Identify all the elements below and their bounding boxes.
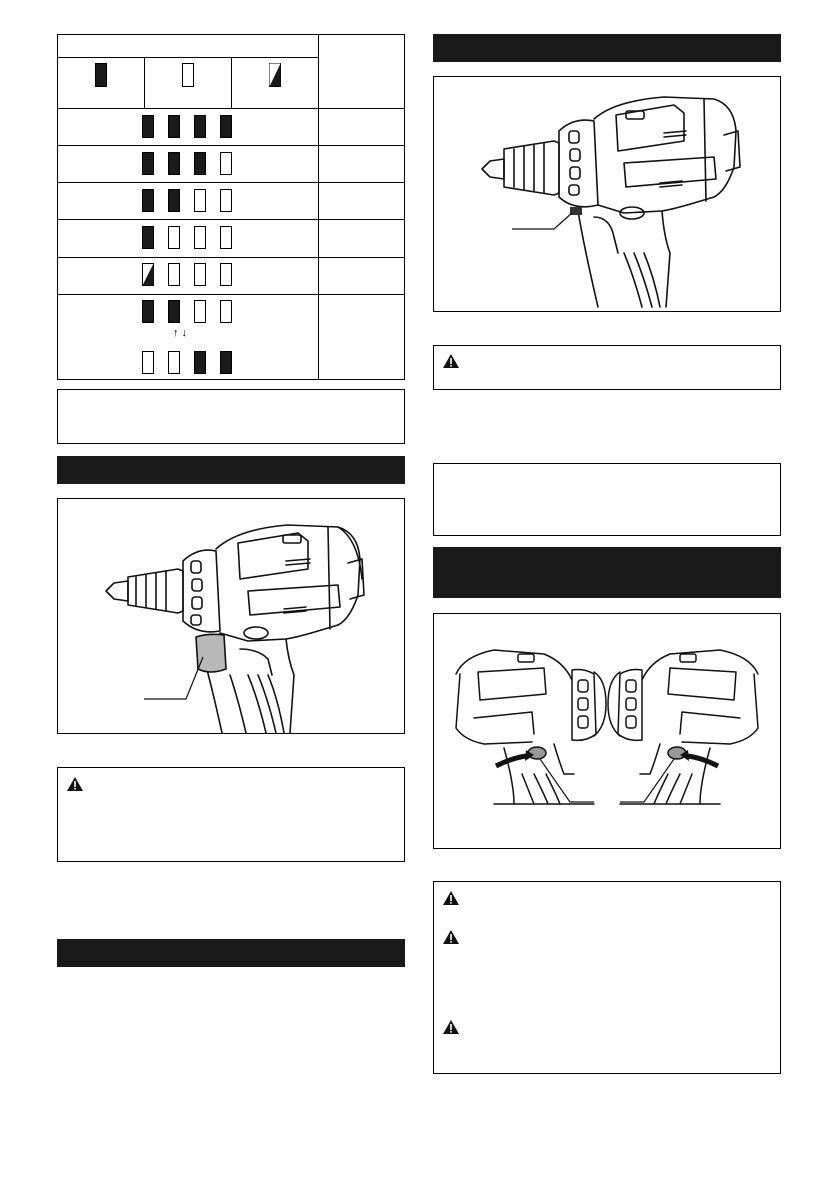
arrows-label: ↑ ↓: [173, 327, 188, 339]
drill-illustration: [58, 499, 404, 733]
section-heading-bar: [57, 456, 405, 484]
warning-triangle-icon: [442, 929, 460, 945]
warning-triangle-icon: [442, 353, 460, 369]
note-box: [57, 389, 405, 444]
lamp-off-symbol: [182, 63, 194, 87]
warning-triangle-icon: [66, 776, 84, 792]
drill-pair-illustration: [434, 614, 780, 848]
figure-switch-action: [57, 498, 405, 734]
note-box: [433, 463, 781, 536]
caution-box: [57, 767, 405, 862]
indicator-table: [57, 34, 405, 380]
figure-reversing-switch: [433, 613, 781, 849]
figure-lamp: [433, 76, 781, 312]
section-heading-bar: [57, 939, 405, 967]
warning-triangle-icon: [442, 1019, 460, 1035]
section-heading-bar: [433, 34, 781, 62]
caution-box: [433, 881, 781, 1074]
drill-illustration: [434, 77, 780, 311]
caution-box: [433, 345, 781, 390]
warning-triangle-icon: [442, 890, 460, 906]
section-heading-bar: [433, 547, 781, 598]
lamp-blinking-symbol: [269, 63, 281, 87]
lamp-lit-symbol: [95, 63, 107, 87]
